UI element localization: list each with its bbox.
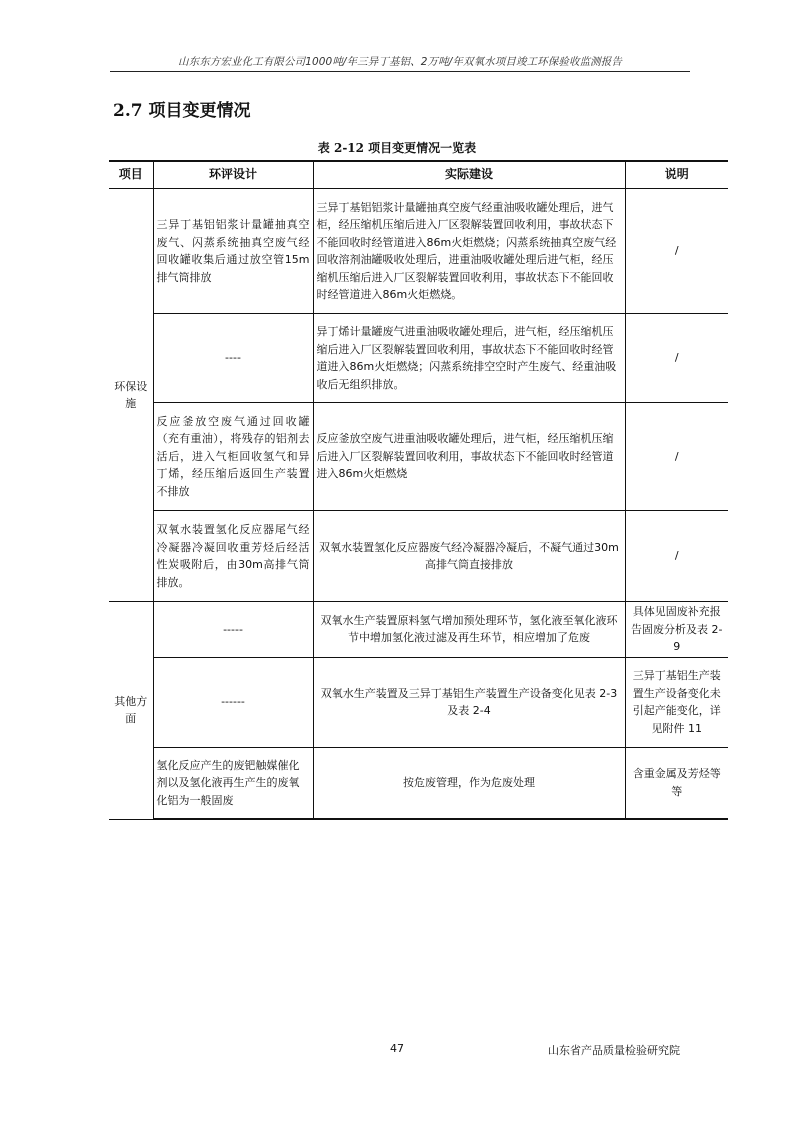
table-row <box>109 657 728 747</box>
header-remarks: 说明 <box>625 161 728 189</box>
header-rule <box>110 71 690 72</box>
note-cell: 具体见固废补充报告固废分析及表 2-9 <box>625 602 728 658</box>
actual-cell: 异丁烯计量罐废气进重油吸收罐处理后，进气柜，经压缩机压缩后进入厂区裂解装置回收利用，事故状态下不能回收时经管道进入86m火炬燃烧；闪蒸系统排空空时产生废气、经重油吸收后无组织排放。 <box>313 314 625 403</box>
note-cell: / <box>625 511 728 602</box>
changes-table <box>109 160 728 820</box>
table-row <box>109 747 728 819</box>
design-cell: ---- <box>153 314 313 403</box>
header-eia-design: 环评设计 <box>153 161 313 189</box>
actual-cell: 双氧水生产装置原料氢气增加预处理环节，氢化液至氧化液环节中增加氢化液过滤及再生环节，相应增加了危废 <box>313 602 625 658</box>
design-cell: 三异丁基铝铝浆计量罐抽真空废气、闪蒸系统抽真空废气经回收罐收集后通过放空管15m排气筒排放 <box>153 189 313 314</box>
design-cell: ----- <box>153 602 313 658</box>
design-cell: 双氧水装置氢化反应器尾气经冷凝器冷凝回收重芳烃后经活性炭吸附后，由30m高排气筒排放。 <box>153 511 313 602</box>
table-row <box>109 511 728 602</box>
table-row <box>109 314 728 403</box>
design-cell: 反应釜放空废气通过回收罐（充有重油），将残存的铝剂去活后，进入气柜回收氢气和异丁烯，经压缩后返回生产装置不排放 <box>153 403 313 511</box>
category-cell: 其他方面 <box>109 602 153 820</box>
table-row <box>109 602 728 658</box>
footer-organization: 山东省产品质量检验研究院 <box>548 1044 680 1057</box>
note-cell: 三异丁基铝生产装置生产设备变化未引起产能变化，详见附件 11 <box>625 657 728 747</box>
actual-cell: 双氧水装置氢化反应器废气经冷凝器冷凝后，不凝气通过30m高排气筒直接排放 <box>313 511 625 602</box>
design-cell: 氢化反应产生的废钯触媒催化剂以及氢化液再生产生的废氧化铝为一般固废 <box>153 747 313 819</box>
table-row <box>109 403 728 511</box>
actual-cell: 三异丁基铝铝浆计量罐抽真空废气经重油吸收罐处理后，进气柜，经压缩机压缩后进入厂区裂解装置回收利用，事故状态下不能回收时经管道进入86m火炬燃烧；闪蒸系统抽真空废气经回收溶剂油罐吸收处理后，进重油吸收罐处理后进气柜，经压缩机压缩后进入厂区裂解装置回收利用，事故状态下不能回收时经管道进入86m火炬燃烧。 <box>313 189 625 314</box>
category-cell: 环保设施 <box>109 189 153 602</box>
actual-cell: 反应釜放空废气进重油吸收罐处理后，进气柜，经压缩机压缩后进入厂区裂解装置回收利用，事故状态下不能回收时经管道进入86m火炬燃烧 <box>313 403 625 511</box>
note-cell: / <box>625 403 728 511</box>
page-number: 47 <box>390 1042 404 1055</box>
running-header: 山东东方宏业化工有限公司1000吨/年三异丁基铝、2万吨/年双氧水项目竣工环保验收监测报告 <box>178 56 622 68</box>
table-header-row <box>109 161 728 189</box>
note-cell: / <box>625 314 728 403</box>
header-project: 项目 <box>109 161 153 189</box>
note-cell: / <box>625 189 728 314</box>
section-title: 2.7 项目变更情况 <box>113 101 251 121</box>
table-caption: 表 2-12 项目变更情况一览表 <box>317 141 477 155</box>
design-cell: ------ <box>153 657 313 747</box>
header-actual-construction: 实际建设 <box>313 161 625 189</box>
table-row <box>109 189 728 314</box>
actual-cell: 按危废管理，作为危废处理 <box>313 747 625 819</box>
actual-cell: 双氧水生产装置及三异丁基铝生产装置生产设备变化见表 2-3 及表 2-4 <box>313 657 625 747</box>
note-cell: 含重金属及芳烃等等 <box>625 747 728 819</box>
